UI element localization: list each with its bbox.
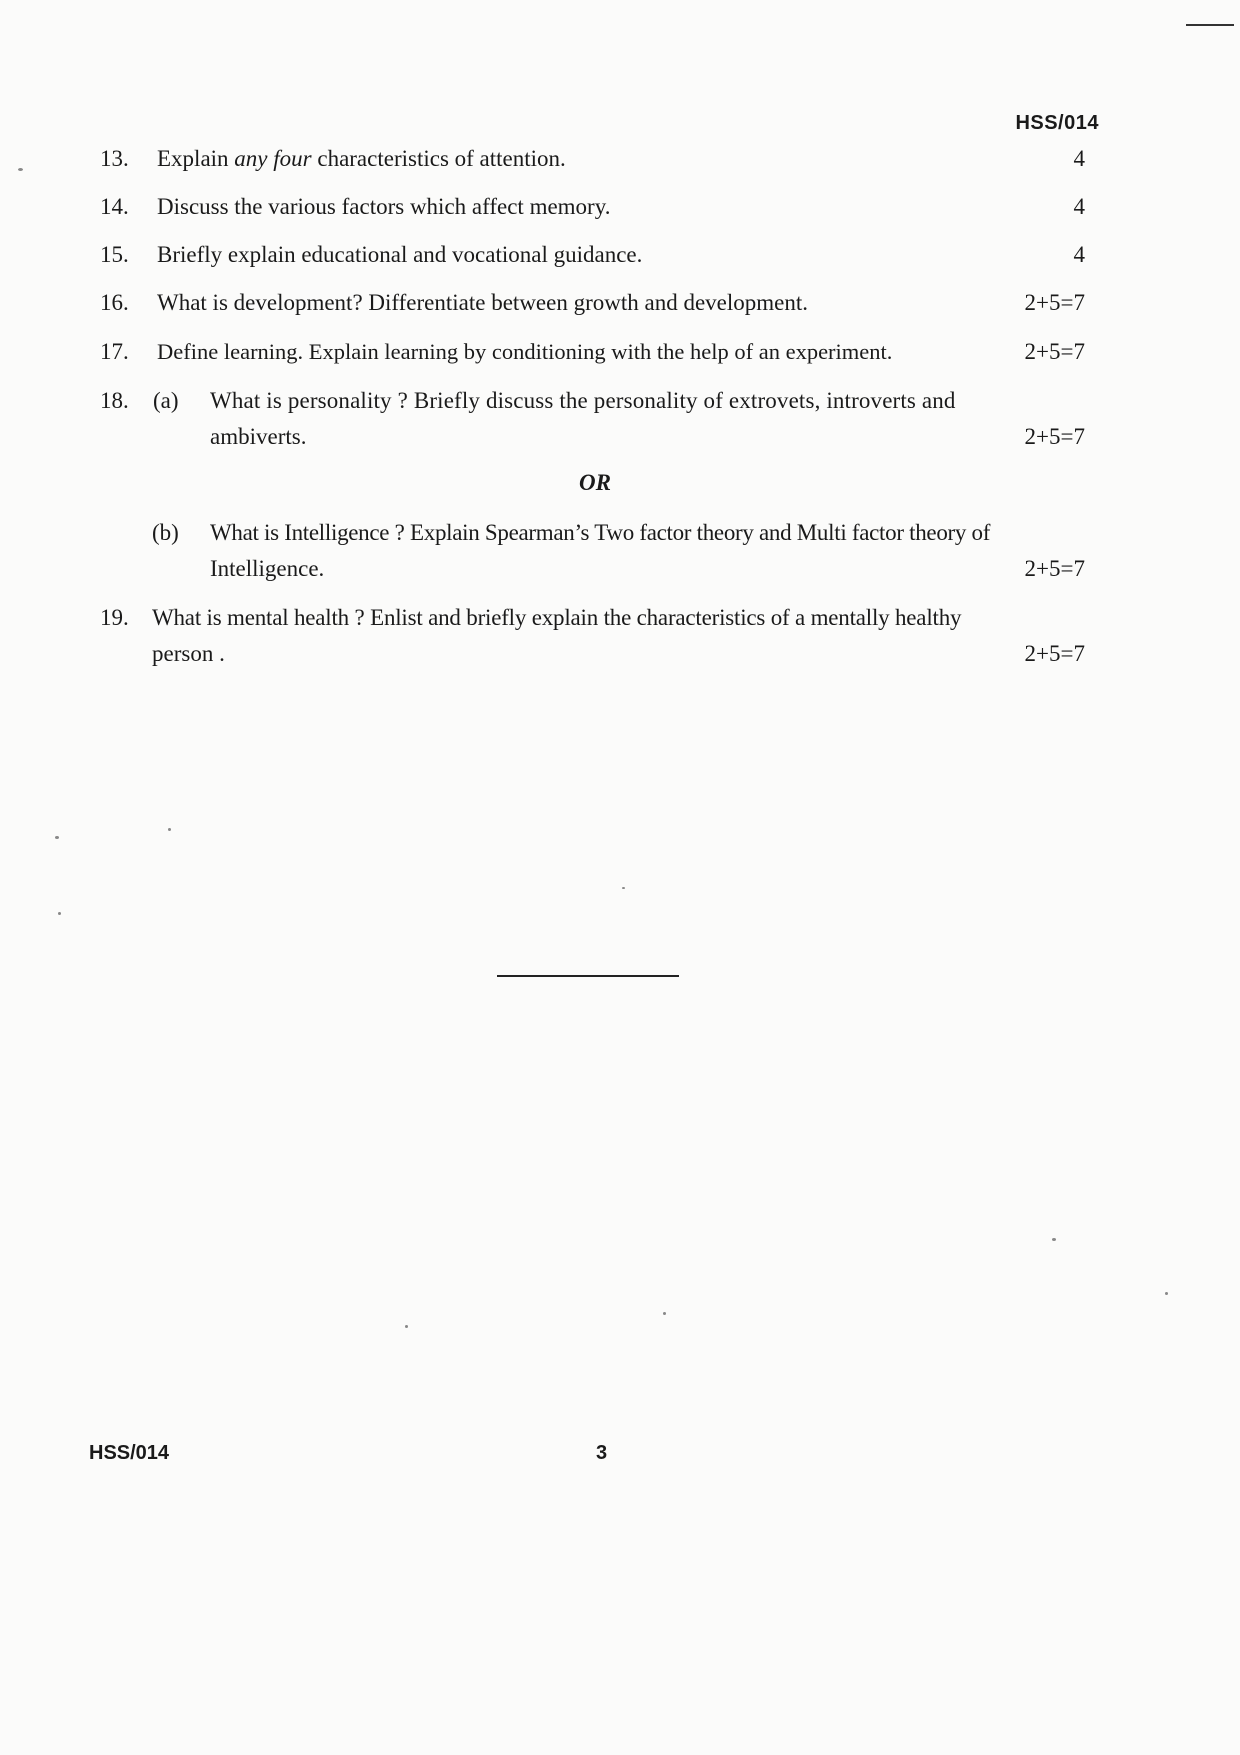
scan-speck [168,828,171,831]
question-marks: 2+5=7 [1024,424,1085,449]
question-marks: 2+5=7 [1024,339,1085,364]
paper-code-footer: HSS/014 [89,1442,170,1464]
page-number: 3 [596,1442,608,1464]
question-number: 19. [100,605,129,630]
question-text: Define learning. Explain learning by conditioning with the help of an experiment. [157,339,893,364]
end-of-paper-rule [497,975,679,977]
scan-edge-line [1186,24,1234,26]
question-marks: 2+5=7 [1024,290,1085,315]
question-text: Briefly explain educational and vocational guidance. [157,242,643,267]
question-number: 15. [100,242,129,267]
scan-speck [58,912,61,915]
question-number: 14. [100,194,129,219]
question-text: What is development? Differentiate between growth and development. [157,290,809,315]
question-text-line1: What is mental health ? Enlist and briefly explain the characteristics of a mentally healthy [152,605,962,630]
question-number: 16. [100,290,129,315]
question-number: 17. [100,339,129,364]
question-marks: 4 [1073,194,1085,219]
scan-speck [405,1325,408,1328]
scan-speck [663,1312,666,1315]
question-number: 13. [100,146,129,171]
question-marks: 4 [1073,242,1085,267]
scan-speck [1052,1238,1056,1241]
question-text-line1: What is personality ? Briefly discuss the personality of extrovets, introverts and [210,388,956,413]
question-18b-continuation: Intelligence. [210,556,325,581]
scan-speck [18,168,23,171]
sub-question-label: (a) [153,388,179,413]
or-separator: OR [579,470,611,495]
question-marks: 4 [1073,146,1085,171]
question-text: Explain any four characteristics of attention. [157,146,566,171]
sub-question-label: (b) [152,520,179,545]
question-text-line1: What is Intelligence ? Explain Spearman’s Two factor theory and Multi factor theory of [210,520,991,545]
scan-speck [622,887,625,889]
question-text: Discuss the various factors which affect memory. [157,194,611,219]
question-number: 18. [100,388,129,413]
question-marks: 2+5=7 [1024,556,1085,581]
question-19-continuation: person . [152,641,225,666]
scan-speck [1165,1292,1168,1295]
paper-code-header: HSS/014 [1015,112,1099,134]
question-marks: 2+5=7 [1024,641,1085,666]
question-18a-continuation: ambiverts. [210,424,307,449]
scan-speck [55,836,59,839]
